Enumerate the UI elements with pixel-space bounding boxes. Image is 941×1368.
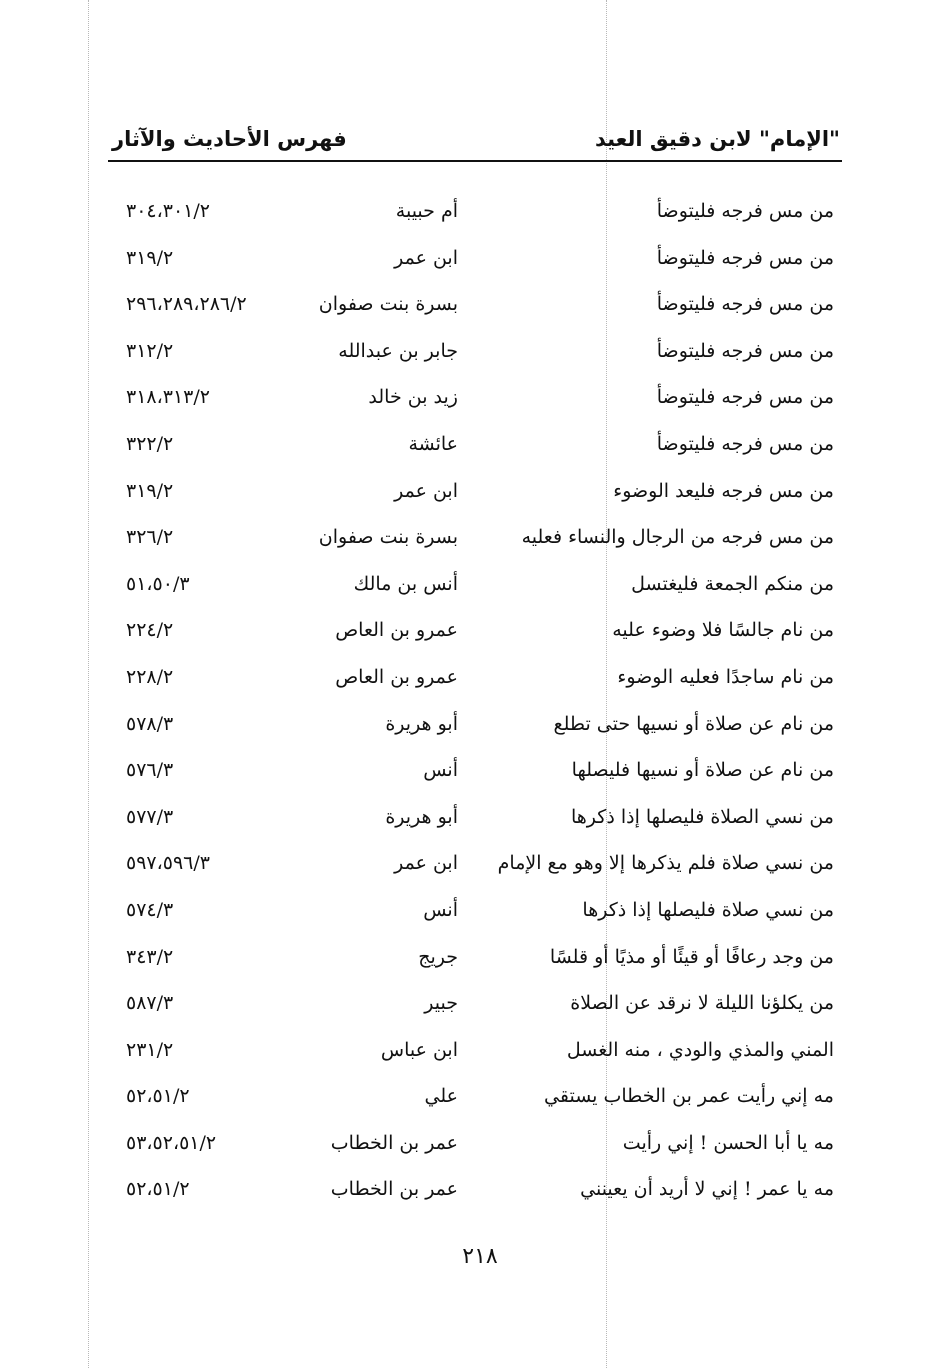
index-entry-row	[108, 561, 842, 608]
narrator-name: أنس	[423, 759, 458, 782]
hadith-text: من نسي الصلاة فليصلها إذا ذكرها	[571, 805, 834, 828]
hadith-text: من مس فرجه فليتوضأ	[656, 339, 834, 362]
narrator-name: أنس بن مالك	[353, 572, 458, 595]
hadith-index-list	[108, 188, 842, 1213]
hadith-text: مه يا عمر ! إني لا أريد أن يعينني	[580, 1178, 834, 1201]
narrator-name: أم حبيبة	[395, 200, 458, 222]
page-number: ٢١٨	[462, 1244, 498, 1269]
index-entry-row	[108, 607, 842, 654]
index-entry-row	[108, 701, 842, 748]
hadith-text: من نام عن صلاة أو نسيها حتى تطلع	[553, 712, 834, 735]
narrator-name: زيد بن خالد	[368, 386, 458, 409]
volume-page-reference: ٥٢،٥١/٢	[126, 1085, 190, 1108]
volume-page-reference: ٥٣،٥٢،٥١/٢	[126, 1131, 217, 1154]
narrator-name: جريج	[418, 945, 458, 968]
index-entry-row	[108, 980, 842, 1027]
page-header	[112, 120, 840, 158]
volume-page-reference: ٢٣١/٢	[126, 1038, 174, 1061]
narrator-name: ابن عمر	[394, 852, 458, 875]
hadith-text: مه يا أبا الحسن ! إني رأيت	[622, 1131, 834, 1154]
hadith-text: من نام جالسًا فلا وضوء عليه	[612, 619, 834, 642]
header-rule	[108, 160, 842, 162]
narrator-name: عمر بن الخطاب	[330, 1131, 458, 1154]
hadith-text: من نسي صلاة فليصلها إذا ذكرها	[582, 898, 834, 921]
index-entry-row	[108, 934, 842, 981]
volume-page-reference: ٣١٩/٢	[126, 246, 174, 269]
scan-artifact-line	[88, 0, 90, 1368]
narrator-name: عائشة	[408, 432, 458, 455]
hadith-text: من مس فرجه فليتوضأ	[656, 246, 834, 269]
narrator-name: أبو هريرة	[385, 805, 458, 828]
volume-page-reference: ٢٢٨/٢	[126, 665, 174, 688]
hadith-text: من مس فرجه فليتوضأ	[656, 386, 834, 409]
volume-page-reference: ٥٧٤/٣	[126, 898, 174, 921]
volume-page-reference: ٢٢٤/٢	[126, 619, 174, 642]
volume-page-reference: ٥١،٥٠/٣	[126, 572, 190, 595]
narrator-name: ابن عباس	[380, 1038, 458, 1061]
hadith-text: من وجد رعافًا أو قيئًا أو مذيًا أو قلسًا	[549, 945, 834, 968]
volume-page-reference: ٣٢٢/٢	[126, 432, 174, 455]
hadith-text: من نام عن صلاة أو نسيها فليصلها	[571, 759, 834, 782]
hadith-text: من مس فرجه فليتوضأ	[656, 293, 834, 316]
index-entry-row	[108, 328, 842, 375]
hadith-text: من منكم الجمعة فليغتسل	[631, 572, 834, 595]
narrator-name: علي	[424, 1085, 458, 1108]
hadith-text: من مس فرجه من الرجال والنساء فعليه	[521, 526, 834, 549]
index-entry-row	[108, 281, 842, 328]
hadith-text: من مس فرجه فليتوضأ	[656, 432, 834, 455]
index-entry-row	[108, 1073, 842, 1120]
volume-page-reference: ٥٨٧/٣	[126, 992, 174, 1015]
index-entry-row	[108, 840, 842, 887]
narrator-name: عمر بن الخطاب	[330, 1178, 458, 1201]
hadith-text: من مس فرجه فليعد الوضوء	[613, 479, 834, 502]
hadith-text: المني والمذي والودي ، منه الغسل	[566, 1038, 834, 1061]
index-entry-row	[108, 514, 842, 561]
volume-page-reference: ٣٠٤،٣٠١/٢	[126, 200, 210, 222]
narrator-name: جابر بن عبدالله	[338, 339, 458, 362]
volume-page-reference: ٥٢،٥١/٢	[126, 1178, 190, 1201]
index-entry-row	[108, 747, 842, 794]
volume-page-reference: ٥٩٧،٥٩٦/٣	[126, 852, 210, 875]
index-entry-row	[108, 235, 842, 282]
index-entry-row	[108, 1120, 842, 1167]
index-entry-row	[108, 188, 842, 235]
narrator-name: ابن عمر	[394, 246, 458, 269]
narrator-name: ابن عمر	[394, 479, 458, 502]
book-title: "الإمام" لابن دقيق العيد	[594, 127, 840, 151]
volume-page-reference: ٢٩٦،٢٨٩،٢٨٦/٢	[126, 293, 247, 316]
narrator-name: عمرو بن العاص	[335, 619, 458, 642]
hadith-text: من يكلؤنا الليلة لا نرقد عن الصلاة	[570, 992, 834, 1015]
narrator-name: بسرة بنت صفوان	[318, 526, 458, 549]
narrator-name: بسرة بنت صفوان	[318, 293, 458, 316]
index-entry-row	[108, 1166, 842, 1213]
volume-page-reference: ٥٧٧/٣	[126, 805, 174, 828]
volume-page-reference: ٣١٨،٣١٣/٢	[126, 386, 210, 409]
index-entry-row	[108, 374, 842, 421]
volume-page-reference: ٥٧٨/٣	[126, 712, 174, 735]
hadith-text: مه إني رأيت عمر بن الخطاب يستقي	[544, 1085, 834, 1108]
narrator-name: أبو هريرة	[385, 712, 458, 735]
volume-page-reference: ٣٢٦/٢	[126, 526, 174, 549]
volume-page-reference: ٥٧٦/٣	[126, 759, 174, 782]
narrator-name: أنس	[423, 898, 458, 921]
volume-page-reference: ٣١٢/٢	[126, 339, 174, 362]
index-entry-row	[108, 421, 842, 468]
narrator-name: جبير	[424, 992, 458, 1015]
index-entry-row	[108, 468, 842, 515]
index-title: فهرس الأحاديث والآثار	[112, 127, 347, 151]
index-entry-row	[108, 794, 842, 841]
index-entry-row	[108, 887, 842, 934]
hadith-text: من نام ساجدًا فعليه الوضوء	[617, 665, 834, 688]
hadith-text: من مس فرجه فليتوضأ	[656, 200, 834, 222]
index-entry-row	[108, 1027, 842, 1074]
narrator-name: عمرو بن العاص	[335, 665, 458, 688]
volume-page-reference: ٣١٩/٢	[126, 479, 174, 502]
index-entry-row	[108, 654, 842, 701]
volume-page-reference: ٣٤٣/٢	[126, 945, 174, 968]
hadith-text: من نسي صلاة فلم يذكرها إلا وهو مع الإمام	[497, 852, 834, 875]
